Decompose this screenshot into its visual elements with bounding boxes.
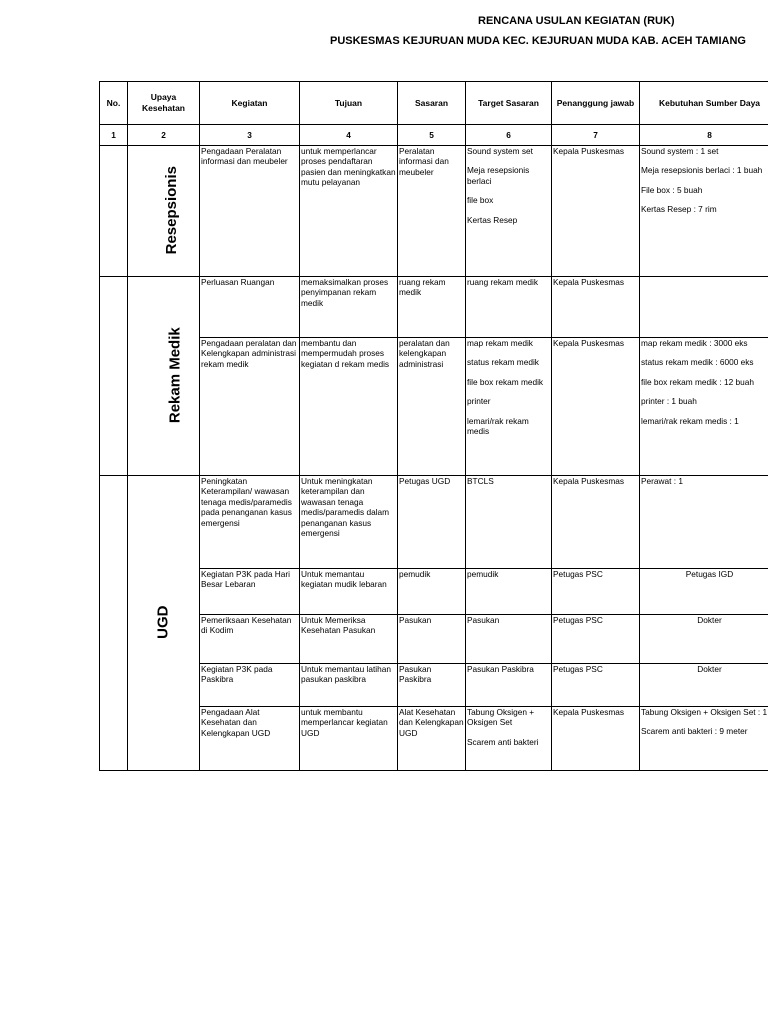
col-num: 7: [552, 125, 640, 146]
col-num: 1: [100, 125, 128, 146]
kebutuhan-cell: [640, 146, 768, 277]
target-cell: [466, 476, 552, 569]
section-label: UGD: [154, 605, 172, 640]
tujuan-cell: Untuk Memeriksa Kesehatan Pasukan: [300, 615, 398, 664]
kebutuhan-cell-item: Dokter: [697, 615, 722, 625]
target-cell-item: file box: [467, 195, 494, 206]
table-row: [100, 277, 768, 338]
header-kegiatan: Kegiatan: [200, 82, 300, 125]
pj-cell: Petugas PSC: [552, 615, 640, 664]
kebutuhan-cell-item: lemari/rak rekam medis : 1: [641, 415, 739, 426]
tujuan-cell: untuk memperlancar proses pendaftaran pasien dan meningkatkan mutu pelayanan: [300, 146, 398, 277]
target-cell-item: Kertas Resep: [467, 214, 518, 225]
ruk-table: [99, 81, 768, 771]
kebutuhan-cell-item: Sound system : 1 set: [641, 146, 719, 156]
kebutuhan-cell: [640, 664, 768, 707]
target-cell-item: Pasukan Paskibra: [467, 664, 534, 674]
kebutuhan-cell-item: printer : 1 buah: [641, 396, 697, 407]
col-num: 5: [398, 125, 466, 146]
pj-cell: Petugas PSC: [552, 569, 640, 615]
kegiatan-cell: Pengadaan Alat Kesehatan dan Kelengkapan UGD: [200, 707, 300, 771]
sasaran-cell: Pasukan Paskibra: [398, 664, 466, 707]
kegiatan-cell: Pengadaan Peralatan informasi dan meubeler: [200, 146, 300, 277]
kebutuhan-cell-item: Scarem anti bakteri : 9 meter: [641, 726, 748, 737]
target-cell: [466, 664, 552, 707]
kebutuhan-cell: [640, 707, 768, 771]
target-cell-item: pemudik: [467, 569, 499, 579]
pj-cell: Kepala Puskesmas: [552, 707, 640, 771]
section-label-cell: [128, 277, 200, 476]
kebutuhan-cell: [640, 277, 768, 338]
kebutuhan-cell-item: file box rekam medik : 12 buah: [641, 376, 754, 387]
col-num: 2: [128, 125, 200, 146]
target-cell-item: BTCLS: [467, 476, 494, 486]
kegiatan-cell: Pemeriksaan Kesehatan di Kodim: [200, 615, 300, 664]
header-kebutuhan: Kebutuhan Sumber Daya: [640, 82, 768, 125]
pj-cell: Kepala Puskesmas: [552, 476, 640, 569]
section-label-cell: [128, 476, 200, 771]
pj-cell: Kepala Puskesmas: [552, 277, 640, 338]
header-sasaran: Sasaran: [398, 82, 466, 125]
col-num: 8: [640, 125, 768, 146]
kegiatan-cell: Kegiatan P3K pada Hari Besar Lebaran: [200, 569, 300, 615]
tujuan-cell: memaksimalkan proses penyimpanan rekam medik: [300, 277, 398, 338]
target-cell-item: file box rekam medik: [467, 376, 544, 387]
target-cell-item: printer: [467, 396, 491, 407]
tujuan-cell: untuk membantu memperlancar kegiatan UGD: [300, 707, 398, 771]
table-row: [100, 615, 768, 664]
ruk-table-container: [99, 81, 768, 778]
target-cell-item: Tabung Oksigen + Oksigen Set: [467, 707, 535, 728]
target-cell: [466, 569, 552, 615]
col-num: 6: [466, 125, 552, 146]
document-title: RENCANA USULAN KEGIATAN (RUK): [478, 15, 675, 27]
row-number-cell: [100, 476, 128, 771]
target-cell: [466, 146, 552, 277]
target-cell-item: Scarem anti bakteri: [467, 736, 539, 747]
kebutuhan-cell-item: map rekam medik : 3000 eks: [641, 338, 748, 348]
kegiatan-cell: Kegiatan P3K pada Paskibra: [200, 664, 300, 707]
kebutuhan-cell-item: Kertas Resep : 7 rim: [641, 204, 717, 215]
target-cell: [466, 338, 552, 476]
header-no: No.: [100, 82, 128, 125]
table-row: [100, 664, 768, 707]
target-cell-item: status rekam medik: [467, 357, 539, 368]
sasaran-cell: Peralatan informasi dan meubeler: [398, 146, 466, 277]
col-num: 4: [300, 125, 398, 146]
kebutuhan-cell-item: Perawat : 1: [641, 476, 683, 486]
target-cell-item: Sound system set: [467, 146, 533, 156]
kebutuhan-cell-item: Meja resepsionis berlaci : 1 buah: [641, 165, 763, 176]
header-target: Target Sasaran: [466, 82, 552, 125]
sasaran-cell: ruang rekam medik: [398, 277, 466, 338]
pj-cell: Petugas PSC: [552, 664, 640, 707]
table-row: [100, 476, 768, 569]
kebutuhan-cell: [640, 338, 768, 476]
sasaran-cell: pemudik: [398, 569, 466, 615]
header-pj: Penanggung jawab: [552, 82, 640, 125]
col-num: 3: [200, 125, 300, 146]
table-row: [100, 338, 768, 476]
target-cell: [466, 277, 552, 338]
kebutuhan-cell-item: Tabung Oksigen + Oksigen Set : 1: [641, 707, 768, 717]
target-cell-item: Meja resepsionis berlaci: [467, 165, 530, 186]
target-cell: [466, 707, 552, 771]
table-row: [100, 707, 768, 771]
kebutuhan-cell-item: Dokter: [697, 664, 722, 674]
sasaran-cell: Alat Kesehatan dan Kelengkapan UGD: [398, 707, 466, 771]
kegiatan-cell: Peningkatan Keterampilan/ wawasan tenaga medis/paramedis pada penanganan kasus emergensi: [200, 476, 300, 569]
header-tujuan: Tujuan: [300, 82, 398, 125]
target-cell-item: lemari/rak rekam medis: [467, 415, 529, 437]
sasaran-cell: peralatan dan kelengkapan administrasi: [398, 338, 466, 476]
target-cell-item: Pasukan: [467, 615, 500, 625]
row-number-cell: [100, 277, 128, 476]
kebutuhan-cell-item: Petugas IGD: [685, 569, 734, 579]
tujuan-cell: Untuk meningkatan keterampilan dan wawasan tenaga medis/paramedis dalam penanganan kasus emergensi: [300, 476, 398, 569]
kebutuhan-cell-item: File box : 5 buah: [641, 184, 703, 195]
target-cell: [466, 615, 552, 664]
target-cell-item: map rekam medik: [467, 338, 533, 348]
header-row: [100, 82, 768, 125]
section-label-cell: [128, 146, 200, 277]
row-number-cell: [100, 146, 128, 277]
kebutuhan-cell: [640, 615, 768, 664]
target-cell-item: ruang rekam medik: [467, 277, 539, 287]
sasaran-cell: Pasukan: [398, 615, 466, 664]
pj-cell: Kepala Puskesmas: [552, 146, 640, 277]
kebutuhan-cell: [640, 476, 768, 569]
kegiatan-cell: Pengadaan peralatan dan Kelengkapan administrasi rekam medik: [200, 338, 300, 476]
tujuan-cell: membantu dan mempermudah proses kegiatan d rekam medis: [300, 338, 398, 476]
column-number-row: [100, 125, 768, 146]
table-row: [100, 569, 768, 615]
table-row: [100, 146, 768, 277]
section-label: Rekam Medik: [166, 327, 184, 424]
kebutuhan-cell-item: status rekam medik : 6000 eks: [641, 357, 754, 368]
section-label: Resepsionis: [162, 166, 180, 255]
header-upaya: Upaya Kesehatan: [128, 82, 200, 125]
kebutuhan-cell: [640, 569, 768, 615]
tujuan-cell: Untuk memantau latihan pasukan paskibra: [300, 664, 398, 707]
sasaran-cell: Petugas UGD: [398, 476, 466, 569]
document-subtitle: PUSKESMAS KEJURUAN MUDA KEC. KEJURUAN MUDA KAB. ACEH TAMIANG: [330, 35, 746, 47]
tujuan-cell: Untuk memantau kegiatan mudik lebaran: [300, 569, 398, 615]
pj-cell: Kepala Puskesmas: [552, 338, 640, 476]
kegiatan-cell: Perluasan Ruangan: [200, 277, 300, 338]
